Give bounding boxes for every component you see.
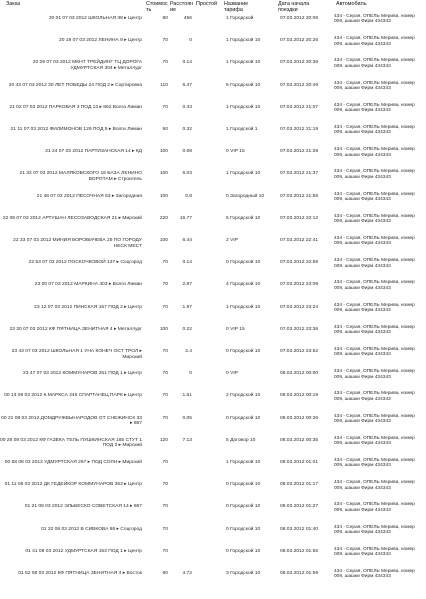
date-cell: 08.03.2012 01:55 bbox=[280, 548, 319, 554]
table-row bbox=[0, 525, 426, 549]
cost-cell: 70 bbox=[162, 526, 168, 532]
tariff-cell: 1 Городской 10 bbox=[226, 171, 261, 177]
table-row bbox=[0, 369, 426, 393]
order-cell: 00 58 08 03 2012 УДМУРТСКАЯ 267 ▸ ПОД СОЛН ▸ Мирский bbox=[4, 460, 142, 465]
distance-cell: 6.03 bbox=[182, 171, 192, 177]
tariff-cell: 5 Договор 10 bbox=[226, 437, 256, 443]
order-cell: 20 43 07 03 2012 30 ЛЕТ ПОБЕДЫ 24 ПОД 2 ▸ Сортировка bbox=[8, 82, 142, 88]
distance-cell: 2.87 bbox=[182, 282, 192, 288]
cost-cell: 70 bbox=[162, 393, 168, 399]
header-order: Заказ bbox=[6, 1, 21, 7]
table-row bbox=[0, 303, 426, 327]
distance-cell: 0.32 bbox=[182, 127, 192, 132]
table-row bbox=[0, 258, 426, 282]
car-cell: 434 - Серая, ОПЕЛЬ Мерива, номер 009, шашки Фирм 434343 bbox=[334, 213, 415, 225]
distance-cell: 16.77 bbox=[179, 215, 192, 221]
car-cell: 434 - Серая, ОПЕЛЬ Мерива, номер 009, шашки Фирм 434343 bbox=[334, 258, 415, 269]
car-cell: 434 - Серая, ОПЕЛЬ Мерива, номер 009, шашки Фирм 434343 bbox=[334, 458, 415, 469]
date-cell: 08.03.2012 01:27 bbox=[280, 504, 319, 510]
car-cell: 434 - Серая, ОПЕЛЬ Мерива, номер 009, шашки Фирм 434343 bbox=[334, 435, 415, 447]
car-cell: 434 - Серая, ОПЕЛЬ Мерива, номер 009, шашки Фирм 434343 bbox=[334, 391, 415, 402]
header-car: Автомобиль bbox=[336, 1, 367, 7]
distance-cell: 0.05 bbox=[182, 415, 192, 421]
order-cell: 01 21 08 03 2012 ЭЛЬБЕСКО СОВЕТСКАЯ 14 ▸ 867 bbox=[24, 504, 142, 510]
order-cell: 21 46 07 03 2012 ПЕСОЧНАЯ 63 ▸ Загородная bbox=[36, 193, 142, 199]
table-row bbox=[0, 391, 426, 415]
header-idle: Простой bbox=[196, 1, 217, 7]
distance-cell: 456 bbox=[183, 16, 192, 21]
cost-cell: 100 bbox=[159, 171, 168, 177]
cost-cell: 120 bbox=[159, 437, 168, 443]
date-cell: 07.03.2012 21:37 bbox=[280, 171, 319, 177]
order-cell: 23 00 07 03 2012 МАРКИНА 403 ▸ Волги Лиман bbox=[34, 282, 142, 288]
car-cell: 434 - Серая, ОПЕЛЬ Мерива, номер 009, шашки Фирм 434343 bbox=[334, 369, 415, 380]
tariff-cell: 0 Городской 10 bbox=[226, 415, 261, 421]
tariff-cell: 1 Городской 10 bbox=[226, 38, 261, 44]
order-cell: 20 01 07 03 2012 ШКОЛЬНАЯ 38 ▸ Центр bbox=[48, 16, 142, 21]
distance-cell: 0.8 bbox=[185, 193, 192, 199]
distance-cell: 7.13 bbox=[182, 437, 192, 443]
date-cell: 07.03.2012 23:52 bbox=[280, 349, 319, 354]
date-cell: 07.03.2012 20:26 bbox=[280, 38, 319, 44]
date-cell: 08.03.2012 01:17 bbox=[280, 482, 319, 488]
cost-cell: 70 bbox=[162, 460, 168, 465]
cost-cell: 70 bbox=[162, 60, 168, 66]
distance-cell: 0.43 bbox=[182, 104, 192, 110]
date-cell: 08.03.2012 00:26 bbox=[280, 415, 319, 421]
date-cell: 07.03.2012 20:49 bbox=[280, 82, 319, 88]
table-row bbox=[0, 547, 426, 571]
tariff-cell: 4 Городской 10 bbox=[226, 282, 261, 288]
cost-cell: 70 bbox=[162, 38, 168, 44]
order-cell: 00 13 08 03 2012 К.МАРКСА 246 СПАРТАНЕЦ ПАРК ▸ Центр bbox=[4, 393, 142, 399]
table-row bbox=[0, 236, 426, 260]
date-cell: 08.03.2012 01:40 bbox=[280, 526, 319, 532]
car-cell: 434 - Серая, ОПЕЛЬ Мерива, номер 009, шашки Фирм 434343 bbox=[334, 14, 415, 25]
date-cell: 07.03.2012 21:58 bbox=[280, 193, 319, 199]
table-row bbox=[0, 36, 426, 60]
order-cell: 21 32 07 03 2012 МАЛЯКОВСКОГО 18 БАЗА ЛЕНИНО ВОРОТАМ ▸ Строитель bbox=[19, 171, 142, 182]
tariff-cell: 1 Городской 1 bbox=[226, 127, 258, 132]
car-cell: 434 - Серая, ОПЕЛЬ Мерива, номер 009, шашки Фирм 434343 bbox=[334, 191, 415, 202]
date-cell: 08.03.2012 01:59 bbox=[280, 571, 319, 576]
car-cell: 434 - Серая, ОПЕЛЬ Мерива, номер 009, шашки Фирм 434343 bbox=[334, 502, 415, 513]
car-cell: 434 - Серая, ОПЕЛЬ Мерива, номер 009, шашки Фирм 434343 bbox=[334, 347, 415, 358]
date-cell: 07.03.2012 22:41 bbox=[280, 238, 319, 243]
tariff-cell: 0 Городской 10 bbox=[226, 526, 261, 532]
date-cell: 07.03.2012 21:19 bbox=[280, 127, 319, 132]
tariff-cell: 1 Городской 10 bbox=[226, 460, 261, 465]
table-row bbox=[0, 169, 426, 193]
distance-cell: 6.47 bbox=[182, 82, 192, 88]
table-row bbox=[0, 147, 426, 171]
distance-cell: 1.61 bbox=[182, 393, 192, 399]
table-row bbox=[0, 58, 426, 82]
cost-cell: 100 bbox=[159, 238, 168, 243]
cost-cell: 70 bbox=[162, 260, 168, 266]
table-row bbox=[0, 103, 426, 127]
table-row bbox=[0, 436, 426, 460]
order-cell: 22 53 07 03 2012 ПОСКОЧКОВОЙ 137 ▸ Соцгород bbox=[28, 260, 142, 266]
date-cell: 08.03.2012 01:01 bbox=[280, 460, 319, 465]
tariff-cell: 1 Городской 10 bbox=[226, 104, 261, 110]
car-cell: 434 - Серая, ОПЕЛЬ Мерива, номер 009, шашки Фирм 434343 bbox=[334, 546, 415, 558]
distance-cell: 0.14 bbox=[182, 260, 192, 266]
order-cell: 20 29 07 03 2012 МКНТ ТРЕЙДИНГ ТЦ ДОРОГА УДМУРТСКАЯ 304 ▸ Металлург bbox=[32, 60, 142, 71]
distance-cell: 0 bbox=[189, 38, 192, 44]
cost-cell: 70 bbox=[162, 504, 168, 510]
cost-cell: 70 bbox=[162, 104, 168, 110]
tariff-cell: 1 Городской bbox=[226, 16, 254, 21]
cost-cell: 70 bbox=[162, 482, 168, 488]
distance-cell: 0.22 bbox=[182, 326, 192, 332]
table-row bbox=[0, 325, 426, 349]
tariff-cell: 0 Городской 10 bbox=[226, 548, 261, 554]
tariff-cell: 0 VIP 15 bbox=[226, 149, 245, 155]
header-distance: Расстоян ие bbox=[170, 1, 194, 13]
car-cell: 434 - Серая, ОПЕЛЬ Мерива, номер 009, шашки Фирм 434343 bbox=[334, 147, 415, 158]
date-cell: 07.03.2012 20:08 bbox=[280, 16, 319, 21]
order-cell: 01 11 08 03 2012 ДК ГЕДЕЙКОР КОММУНАРОВ 363 ▸ Центр bbox=[4, 482, 142, 488]
date-cell: 07.03.2012 22:59 bbox=[280, 260, 319, 266]
date-cell: 07.03.2012 22:12 bbox=[280, 215, 319, 221]
table-row bbox=[0, 214, 426, 238]
cost-cell: 100 bbox=[159, 149, 168, 155]
car-cell: 434 - Серая, ОПЕЛЬ Мерива, номер 009, шашки Фирм 434343 bbox=[334, 80, 415, 91]
order-cell: 21 02 07 03 2012 ПАРКОВАЯ 3 ПОД 13 ▸ 862 Волга Лиман bbox=[9, 104, 142, 110]
table-row bbox=[0, 192, 426, 216]
order-cell: 22 33 07 03 2012 МИНИЯ БОРОВИЧЕВА 25 ПО ГОРОДУ НЕСК МЕСТ bbox=[13, 238, 142, 249]
tariff-cell: 2 VIP bbox=[226, 238, 238, 243]
tariff-cell: 0 Городской 10 bbox=[226, 482, 261, 488]
tariff-cell: 0 Загородный 10 bbox=[226, 193, 265, 199]
car-cell: 434 - Серая, ОПЕЛЬ Мерива, номер 009, шашки Фирм 434343 bbox=[334, 58, 415, 69]
distance-cell: 0.14 bbox=[182, 60, 192, 66]
car-cell: 434 - Серая, ОПЕЛЬ Мерива, номер 009, шашки Фирм 434343 bbox=[334, 302, 415, 313]
cost-cell: 70 bbox=[162, 349, 168, 354]
cost-cell: 110 bbox=[160, 82, 168, 88]
distance-cell: 2.4 bbox=[185, 349, 192, 354]
table-row bbox=[0, 458, 426, 482]
tariff-cell: 5 Городской 10 bbox=[226, 215, 261, 221]
date-cell: 08.03.2012 00:19 bbox=[280, 393, 319, 399]
order-cell: 21 24 07 03 2012 ПАРТИЗАНСКАЯ 14 ▸ КД bbox=[45, 149, 142, 155]
order-cell: 22 09 07 03 2012 АРТУШАН ЛЕСОЗАВОДСКАЯ 21 ▸ Мирский bbox=[2, 215, 142, 221]
cost-cell: 70 bbox=[162, 371, 168, 377]
cost-cell: 80 bbox=[162, 571, 168, 576]
header-cost: Стоимос ть bbox=[146, 1, 168, 13]
order-cell: 01 52 08 03 2012 КФ ПЯТНИЦА ЗЕНИТНАЯ 4 ▸ Восток bbox=[18, 571, 142, 576]
order-cell: 01 41 08 03 2012 УДМУРТСКАЯ 153 ПОД 1 ▸ Центр bbox=[25, 548, 142, 554]
cost-cell: 70 bbox=[162, 548, 168, 554]
date-cell: 08.03.2012 00:35 bbox=[280, 437, 319, 443]
date-cell: 08.03.2012 00:00 bbox=[280, 371, 319, 377]
tariff-cell: 1 Городской 10 bbox=[226, 60, 261, 66]
date-cell: 07.03.2012 23:24 bbox=[280, 304, 319, 310]
date-cell: 07.03.2012 21:28 bbox=[280, 149, 319, 155]
order-cell: 23 12 07 03 2012 ПИНСКАЯ 157 ПОД 2 ▸ Центр bbox=[34, 304, 142, 310]
header-date: Дата начала поездки bbox=[278, 1, 310, 13]
car-cell: 434 - Серая, ОПЕЛЬ Мерива, номер 009, шашки Фирм 434343 bbox=[334, 102, 415, 114]
tariff-cell: 2 Городской 10 bbox=[226, 393, 261, 399]
car-cell: 434 - Серая, ОПЕЛЬ Мерива, номер 009, шашки Фирм 434343 bbox=[334, 413, 415, 424]
distance-cell: 1.97 bbox=[182, 304, 192, 310]
tariff-cell: 1 Городской 10 bbox=[226, 304, 261, 310]
tariff-cell: 0 VIP bbox=[226, 371, 238, 377]
table-row bbox=[0, 125, 426, 149]
distance-cell: 0.08 bbox=[182, 149, 192, 155]
tariff-cell: 0 Городской 10 bbox=[226, 349, 261, 354]
distance-cell: 0 bbox=[189, 371, 192, 377]
car-cell: 434 - Серая, ОПЕЛЬ Мерива, номер 009, шашки Фирм 434343 bbox=[334, 569, 415, 580]
car-cell: 434 - Серая, ОПЕЛЬ Мерива, номер 009, шашки Фирм 434343 bbox=[334, 480, 415, 491]
table-row bbox=[0, 14, 426, 38]
order-cell: 01 32 08 03 2012 В СИВКОВА 86 ▸ Соцгород bbox=[41, 526, 142, 532]
car-cell: 434 - Серая, ОПЕЛЬ Мерива, номер 009, шашки Фирм 434343 bbox=[334, 324, 415, 336]
date-cell: 07.03.2012 23:36 bbox=[280, 326, 319, 332]
tariff-cell: 3 Городской 10 bbox=[226, 571, 261, 576]
header-tariff: Название тарифа bbox=[224, 1, 249, 13]
tariff-cell: 0 VIP 15 bbox=[226, 326, 245, 332]
cost-cell: 70 bbox=[162, 304, 168, 310]
cost-cell: 100 bbox=[159, 193, 168, 199]
car-cell: 434 - Серая, ОПЕЛЬ Мерива, номер 009, шашки Фирм 434343 bbox=[334, 36, 415, 47]
car-cell: 434 - Серая, ОПЕЛЬ Мерива, номер 009, шашки Фирм 434343 bbox=[334, 236, 415, 247]
date-cell: 07.03.2012 21:07 bbox=[280, 104, 319, 110]
order-cell: 23 43 07 03 2012 ШКОЛЬНАЯ 1 УНА КОНЕЧ ОСТ ТРОЛ ▸ Мирский bbox=[11, 349, 142, 360]
table-row bbox=[0, 81, 426, 105]
car-cell: 434 - Серая, ОПЕЛЬ Мерива, номер 009, шашки Фирм 434343 bbox=[334, 524, 415, 535]
tariff-cell: 0 Городской 10 bbox=[226, 260, 261, 266]
order-cell: 21 11 07 03 2012 ФИЛИМОНОВ 129 ПОД 5 ▸ Волги Лиман bbox=[10, 127, 142, 132]
table-row bbox=[0, 502, 426, 526]
tariff-cell: 0 Городской 10 bbox=[226, 504, 261, 510]
table-row bbox=[0, 414, 426, 438]
distance-cell: 6.44 bbox=[182, 238, 192, 243]
tariff-cell: 5 Городской 10 bbox=[226, 82, 261, 88]
cost-cell: 50 bbox=[162, 127, 168, 132]
table-row bbox=[0, 347, 426, 371]
order-cell: 23 47 07 03 2012 КОММУНАРОВ 251 ПОД 1 ▸ Центр bbox=[23, 371, 142, 377]
cost-cell: 100 bbox=[159, 326, 168, 332]
cost-cell: 70 bbox=[162, 282, 168, 288]
order-cell: 00 28 08 03 2012 КФ ГАЗЕКА ТЕЛЬ ПУШКИНСКАЯ 165 СТУТ 1 ПОД 3 ▸ Мирский bbox=[0, 437, 143, 449]
car-cell: 434 - Серая, ОПЕЛЬ Мерива, номер 009, шашки Фирм 434343 bbox=[334, 125, 415, 136]
cost-cell: 220 bbox=[159, 215, 168, 221]
cost-cell: 80 bbox=[162, 16, 168, 21]
cost-cell: 70 bbox=[162, 415, 168, 421]
date-cell: 07.03.2012 20:36 bbox=[280, 60, 319, 66]
table-row bbox=[0, 480, 426, 504]
distance-cell: 4.72 bbox=[182, 571, 192, 576]
car-cell: 434 - Серая, ОПЕЛЬ Мерива, номер 009, шашки Фирм 434343 bbox=[334, 169, 415, 180]
car-cell: 434 - Серая, ОПЕЛЬ Мерива, номер 009, шашки Фирм 434343 bbox=[334, 280, 415, 291]
table-row bbox=[0, 569, 426, 593]
order-cell: 20 19 07 03 2012 ЛЕНИНА 9 ▸ Центр bbox=[59, 38, 142, 44]
order-cell: 00 21 08 03 2012 ДОМДРУЖБЫНАРОДОВ ОТ СНЕЖИНСК 33 ▸ 867 bbox=[1, 415, 142, 427]
table-row bbox=[0, 280, 426, 304]
order-cell: 23 30 07 03 2012 КФ ПЯТНИЦА ЗЕНИТНАЯ 4 ▸ Металлург bbox=[9, 326, 142, 332]
date-cell: 07.03.2012 23:09 bbox=[280, 282, 319, 288]
